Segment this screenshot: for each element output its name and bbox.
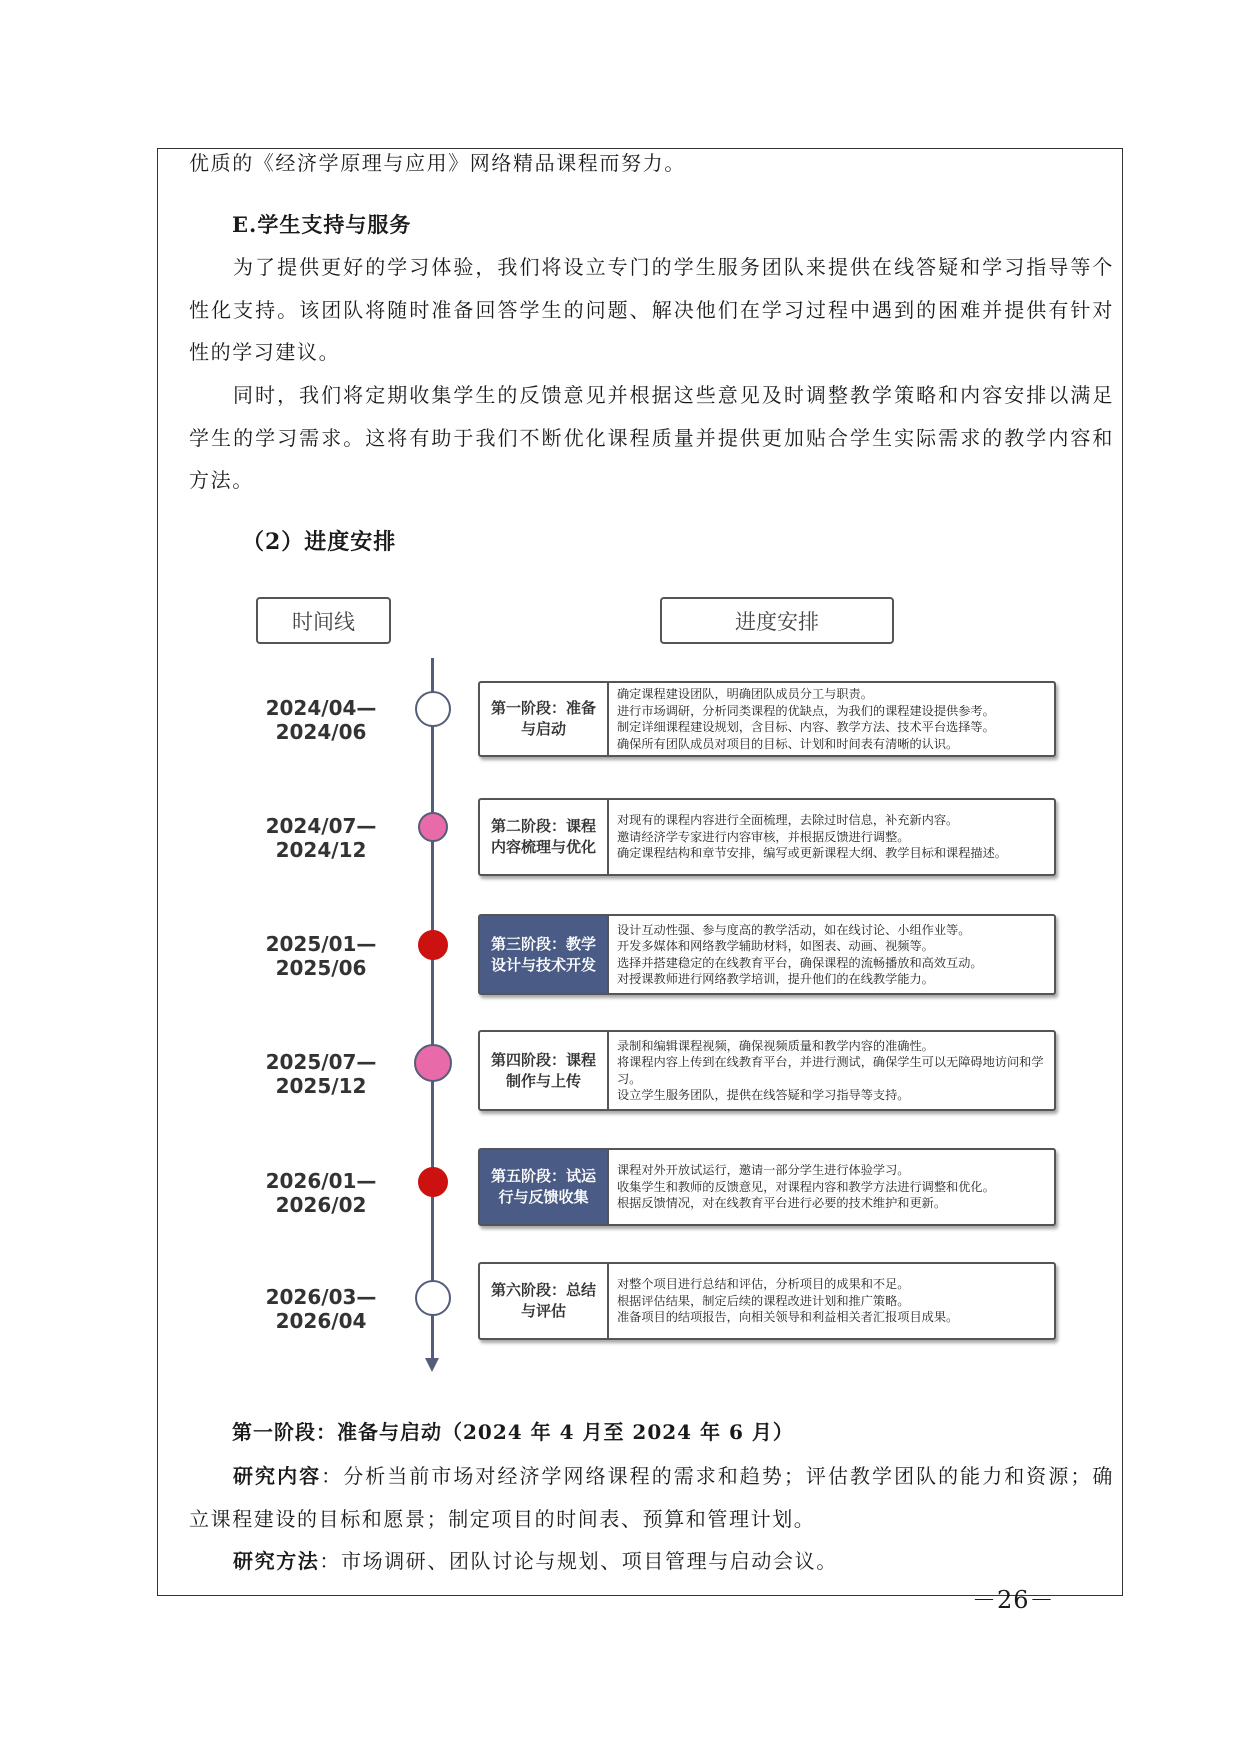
timeline-axis — [431, 658, 434, 1358]
stage-label: 第四阶段：课程制作与上传 — [480, 1032, 609, 1109]
stage-description-line: 对授课教师进行网络教学培训，提升他们的在线教学能力。 — [617, 972, 934, 986]
timeline-pink-marker — [418, 812, 448, 842]
method-text: ：市场调研、团队讨论与规划、项目管理与启动会议。 — [319, 1549, 838, 1573]
timeline-date: 2026/03—2026/04 — [265, 1285, 377, 1333]
stage-card — [478, 798, 1056, 876]
stage-description-line: 准备项目的结项报告，向相关领导和利益相关者汇报项目成果。 — [617, 1310, 959, 1325]
timeline-hollow-marker — [415, 1280, 451, 1316]
stage-card — [478, 1148, 1056, 1226]
stage-description — [609, 1264, 1054, 1338]
phase1-research-method — [189, 1540, 1114, 1583]
stage-description-line: 确定课程结构和章节安排，编写或更新课程大纲、教学目标和课程描述。 — [617, 846, 1007, 861]
stage-label: 第六阶段：总结与评估 — [480, 1264, 609, 1338]
timeline-red-marker — [418, 1167, 448, 1197]
stage-description-line: 设立学生服务团队，提供在线答疑和学习指导等支持。 — [617, 1088, 910, 1102]
stage-description-line: 根据评估结果，制定后续的课程改进计划和推广策略。 — [617, 1293, 910, 1308]
phase1-research-content — [189, 1455, 1114, 1540]
stage-description-line: 设计互动性强、参与度高的教学活动，如在线讨论、小组作业等。 — [617, 922, 971, 937]
stage-description-line: 开发多媒体和网络教学辅助材料，如图表、动画、视频等。 — [617, 939, 934, 953]
stage-description — [609, 683, 1054, 755]
phase1-title: 第一阶段：准备与启动（2024 年 4 月至 2024 年 6 月） — [232, 1420, 794, 1444]
stage-description-line: 邀请经济学专家进行内容审核，并根据反馈进行调整。 — [617, 829, 910, 844]
content-label: 研究内容 — [233, 1464, 322, 1488]
top-line: 优质的《经济学原理与应用》网络精品课程而努力。 — [189, 151, 686, 175]
stage-description — [609, 1150, 1054, 1224]
stage-description-line: 收集学生和教师的反馈意见，对课程内容和教学方法进行调整和优化。 — [617, 1179, 995, 1194]
stage-description-line: 对整个项目进行总结和评估，分析项目的成果和不足。 — [617, 1277, 910, 1292]
timeline-red-marker — [418, 930, 448, 960]
timeline-pink-marker — [414, 1044, 452, 1082]
stage-description-line: 确保所有团队成员对项目的目标、计划和时间表有清晰的认识。 — [617, 736, 959, 751]
stage-card — [478, 1262, 1056, 1340]
section-2-title: （2）进度安排 — [242, 529, 397, 555]
timeline-header: 时间线 — [256, 597, 391, 644]
stage-description — [609, 916, 1054, 993]
timeline-date: 2025/01—2025/06 — [265, 932, 377, 980]
stage-description-line: 将课程内容上传到在线教育平台，并进行测试，确保学生可以无障碍地访问和学习。 — [617, 1055, 1044, 1086]
stage-description-line: 确定课程建设团队，明确团队成员分工与职责。 — [617, 687, 873, 701]
page-number: －26－ — [972, 1586, 1055, 1614]
stage-description-line: 选择并搭建稳定的在线教育平台，确保课程的流畅播放和高效互动。 — [617, 955, 983, 970]
section-e-paragraph-1: 为了提供更好的学习体验，我们将设立专门的学生服务团队来提供在线答疑和学习指导等个性化支持。该团队将随时准备回答学生的问题、解决他们在学习过程中遇到的困难并提供有针对性的学习建议。 — [189, 255, 1114, 364]
stage-card — [478, 1030, 1056, 1111]
section-e-paragraph-2: 同时，我们将定期收集学生的反馈意见并根据这些意见及时调整教学策略和内容安排以满足学生的学习需求。这将有助于我们不断优化课程质量并提供更加贴合学生实际需求的教学内容和方法。 — [189, 383, 1114, 492]
stage-description-line: 制定详细课程建设规划，含目标、内容、教学方法、技术平台选择等。 — [617, 720, 995, 734]
timeline-arrow-icon — [425, 1358, 439, 1372]
method-label: 研究方法 — [233, 1549, 320, 1573]
stage-description-line: 根据反馈情况，对在线教育平台进行必要的技术维护和更新。 — [617, 1196, 947, 1211]
stage-description — [609, 1032, 1054, 1109]
stage-label: 第三阶段：教学设计与技术开发 — [480, 916, 609, 993]
timeline-date: 2026/01—2026/02 — [265, 1169, 377, 1217]
stage-label: 第五阶段：试运行与反馈收集 — [480, 1150, 609, 1224]
stage-description-line: 进行市场调研，分析同类课程的优缺点，为我们的课程建设提供参考。 — [617, 703, 995, 718]
stage-label: 第二阶段：课程内容梳理与优化 — [480, 800, 609, 874]
section-e-title: E.学生支持与服务 — [232, 212, 412, 237]
stage-description-line: 课程对外开放试运行，邀请一部分学生进行体验学习。 — [617, 1163, 910, 1178]
stage-description — [609, 800, 1054, 874]
timeline-date: 2025/07—2025/12 — [265, 1050, 377, 1098]
content-text: ：分析当前市场对经济学网络课程的需求和趋势；评估教学团队的能力和资源；确立课程建设的目标和愿景；制定项目的时间表、预算和管理计划。 — [189, 1464, 1114, 1531]
stage-label: 第一阶段：准备与启动 — [480, 683, 609, 755]
stage-description-line: 录制和编辑课程视频，确保视频质量和教学内容的准确性。 — [617, 1038, 934, 1053]
timeline-hollow-marker — [415, 691, 451, 727]
stage-card — [478, 681, 1056, 757]
schedule-header: 进度安排 — [660, 597, 894, 644]
stage-description-line: 对现有的课程内容进行全面梳理，去除过时信息，补充新内容。 — [617, 813, 959, 828]
timeline-date: 2024/07—2024/12 — [265, 814, 377, 862]
stage-card — [478, 914, 1056, 995]
timeline-date: 2024/04—2024/06 — [265, 696, 377, 744]
